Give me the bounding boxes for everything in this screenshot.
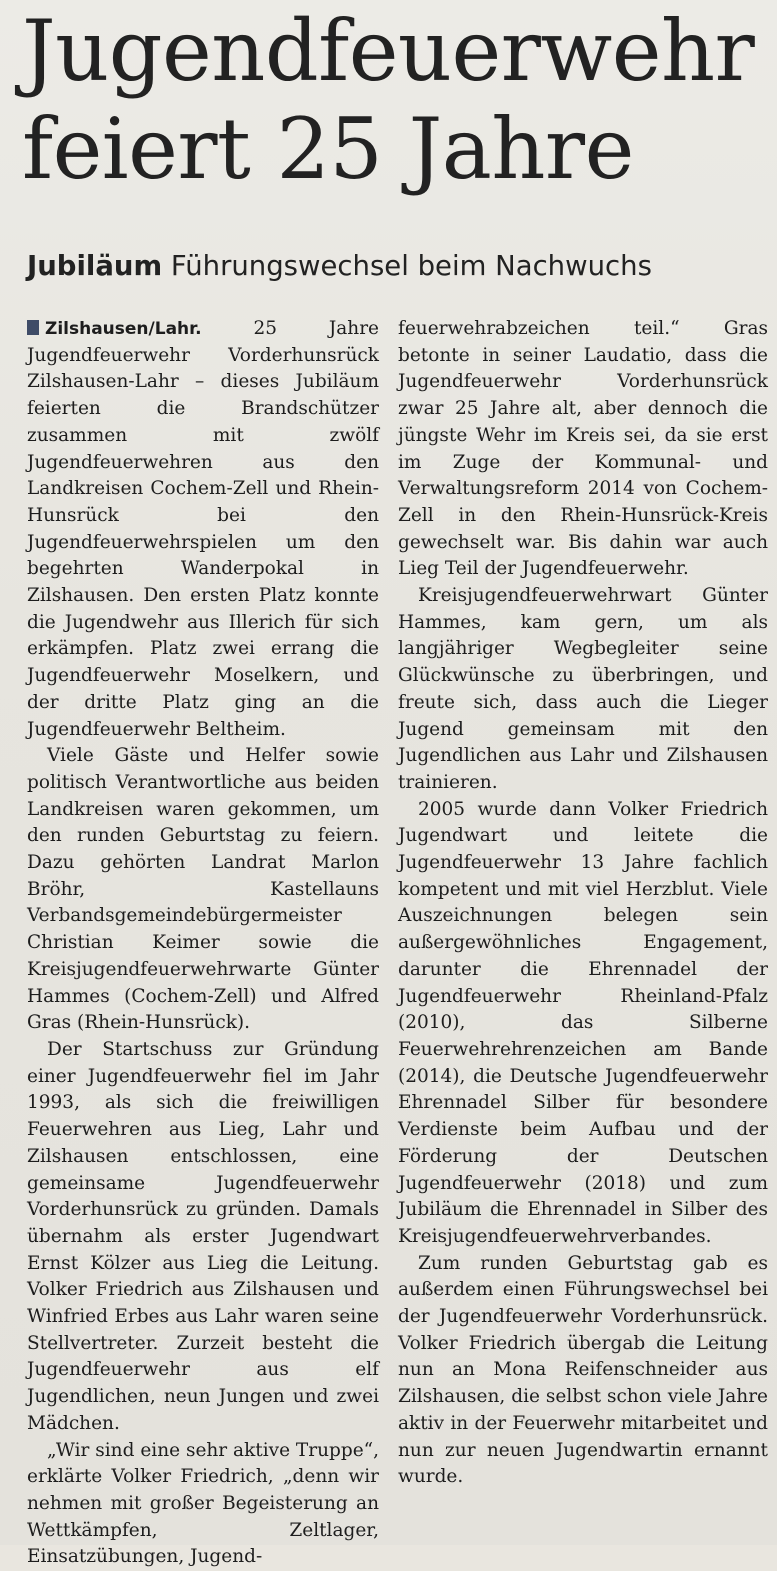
paragraph: feuerwehrabzeichen teil.“ Gras betonte in seiner Laudatio, dass die Jugendfeuerwehr Vorderhunsrück zwar 25 Jahre alt, aber dennoch die jüngste Wehr im Kreis sei, da sie erst im Zuge der Kommunal- und Verwaltungsreform 2014 von Cochem-Zell in den Rhein-Hunsrück-Kreis gewechselt war. Bis dahin war auch Lieg Teil der Jugendfeuerwehr. xyxy=(398,318,768,580)
dateline: Zilshausen/Lahr. xyxy=(45,319,202,339)
paragraph: „Wir sind eine sehr aktive Truppe“, erklärte Volker Friedrich, „denn wir nehmen mit großer Begeisterung an Wettkämpfen, Zeltlager, Einsatzübungen, Jugend- xyxy=(27,1439,379,1568)
square-bullet-icon xyxy=(27,320,39,335)
subheadline xyxy=(27,246,652,286)
paragraph-text: 25 Jahre Jugendfeuerwehr Vorderhunsrück Zilshausen-Lahr – dieses Jubiläum feierten die Brandschützer zusammen mit zwölf Jugendfeuerwehren aus den Landkreisen Cochem-Zell und Rhein-Hunsrück bei den Jugendfeuerwehrspielen um den begehrten Wanderpokal in Zilshausen. Den ersten Platz konnte die Jugendwehr aus Illerich für sich erkämpfen. Platz zwei errang die Jugendfeuerwehr Moselkern, und der dritte Platz ging an die Jugendfeuerwehr Beltheim. xyxy=(27,318,379,740)
headline-line-1: Jugendfeuerwehr xyxy=(22,2,755,100)
paragraph: Der Startschuss zur Gründung einer Jugendfeuerwehr fiel im Jahr 1993, als sich die freiwilligen Feuerwehren aus Lieg, Lahr und Zilshausen entschlossen, eine gemeinsame Jugendfeuerwehr Vorderhunsrück zu gründen. Damals übernahm als erster Jugendwart Ernst Kölzer aus Lieg die Leitung. Volker Friedrich aus Zilshausen und Winfried Erbes aus Lahr waren seine Stellvertreter. Zurzeit besteht die Jugendfeuerwehr aus elf Jugendlichen, neun Jungen und zwei Mädchen. xyxy=(27,1038,379,1434)
kicker: Jubiläum xyxy=(27,250,163,282)
left-column xyxy=(27,316,379,1571)
headline xyxy=(22,2,762,198)
right-column xyxy=(398,316,768,1491)
headline-line-2: feiert 25 Jahre xyxy=(22,100,634,198)
paragraph: Viele Gäste und Helfer sowie politisch Verantwortliche aus beiden Landkreisen waren gekommen, um den runden Geburtstag zu feiern. Dazu gehörten Landrat Marlon Bröhr, Kastellauns Verbandsgemeindebürgermeister Christian Keimer sowie die Kreisjugendfeuerwehrwarte Günter Hammes (Cochem-Zell) und Alfred Gras (Rhein-Hunsrück). xyxy=(27,745,379,1034)
subhead-text: Führungswechsel beim Nachwuchs xyxy=(170,250,652,282)
paragraph xyxy=(27,316,379,743)
paragraph: Kreisjugendfeuerwehrwart Günter Hammes, kam gern, um als langjähriger Wegbegleiter seine Glückwünsche zu überbringen, und freute sich, dass auch die Lieger Jugend gemeinsam mit den Jugendlichen aus Lahr und Zilshausen trainieren. xyxy=(398,585,768,793)
paragraph: 2005 wurde dann Volker Friedrich Jugendwart und leitete die Jugendfeuerwehr 13 Jahre fachlich kompetent und mit viel Herzblut. Viele Auszeichnungen belegen sein außergewöhnliches Engagement, darunter die Ehrennadel der Jugendfeuerwehr Rheinland-Pfalz (2010), das Silberne Feuerwehrehrenzeichen am Bande (2014), die Deutsche Jugendfeuerwehr Ehrennadel Silber für besondere Verdienste beim Aufbau und der Förderung der Deutschen Jugendfeuerwehr (2018) und zum Jubiläum die Ehrennadel in Silber des Kreisjugendfeuerwehrverbandes. xyxy=(398,798,768,1247)
paragraph: Zum runden Geburtstag gab es außerdem einen Führungswechsel bei der Jugendfeuerwehr Vorderhunsrück. Volker Friedrich übergab die Leitung nun an Mona Reifenschneider aus Zilshausen, die selbst schon viele Jahre aktiv in der Feuerwehr mitarbeitet und nun zur neuen Jugendwartin ernannt wurde. xyxy=(398,1252,768,1488)
